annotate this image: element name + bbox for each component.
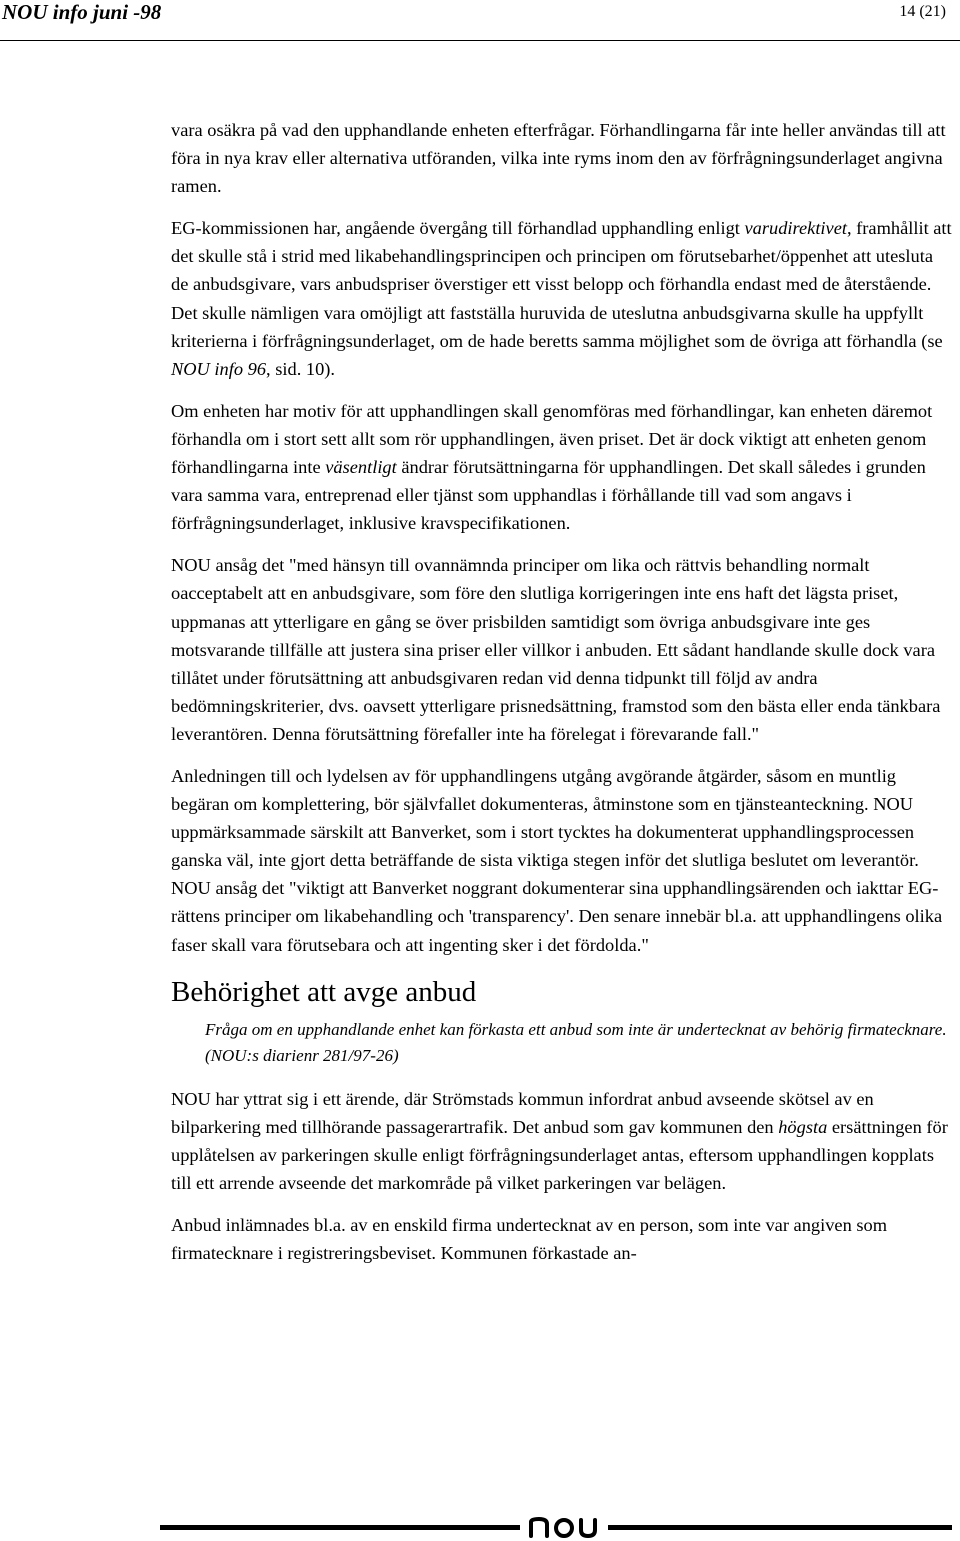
paragraph-7 [171, 1211, 953, 1267]
emphasis-hogsta: högsta [778, 1116, 828, 1137]
paragraph-6 [171, 1085, 953, 1197]
nou-logo-icon [527, 1516, 601, 1538]
paragraph-3-text: ändrar förutsättningarna för upphandlingen. Det skall således i grunden vara samma vara, entreprenad eller tjänst som upphandlas i förhållande till vad som angavs i förfrågningsunderlaget, inklusive kravspecifikationen. [171, 457, 926, 534]
paragraph-3-text: Om enheten har motiv för att upphandlingen skall genomföras med förhandlingar, kan enheten däremot förhandla om i stort sett allt som rör upphandlingen, även priset. Det är dock viktigt att enheten genom förhandlingarna inte [171, 400, 933, 478]
paragraph-4-text: NOU ansåg det "med hänsyn till ovannämnda principer om lika och rättvis behandling normalt oacceptabelt att en anbudsgivare, som före den slutliga korrigeringen inte ens haft det lägsta priset, uppmanas att ytterligare en gång se över prisbilden samtidigt som övriga anbudsgivare inte ges motsvarande tillfälle att justera sina priser eller villkor i anbuden. Ett sådant handlande skulle dock vara tillåtet under förutsättning att anbudsgivaren redan vid denna tidpunkt till följd av andra bedömningskriterier, dvs. oavsett ytterligare prisnedsättning, framstod som den bästa eller enda tänkbara leverantören. Denna förutsättning förefaller inte ha förelegat i förevarande fall." [171, 555, 941, 744]
paragraph-1 [171, 116, 953, 200]
paragraph-6-text: NOU har yttrat sig i ett ärende, där Strömstads kommun infordrat anbud avseende skötsel av en bilparkering med tillhörande passagerartrafik. Det anbud som gav kommunen den [171, 1088, 874, 1137]
emphasis-vasentligt: väsentligt [325, 457, 397, 478]
paragraph-5 [171, 762, 953, 959]
emphasis-nou-info: NOU info 96 [171, 358, 267, 379]
emphasis-varudirektivet: varudirektivet [744, 218, 847, 239]
paragraph-1-text: vara osäkra på vad den upphandlande enheten efterfrågar. Förhandlingarna får inte heller användas till att föra in nya krav eller alternativa utföranden, vilka inte ryms inom den av förfrågningsunderlaget angivna ramen. [171, 120, 946, 197]
paragraph-6-text: ersättningen för upplåtelsen av parkeringen skulle enligt förfrågningsunderlaget antas, eftersom upphandlingen kopplats till ett arrende avseende det markområde på vilket parkeringen var belägen. [171, 1116, 948, 1193]
page-number: 14 (21) [899, 3, 946, 20]
page-footer [160, 1516, 952, 1540]
paragraph-4 [171, 551, 953, 748]
paragraph-2 [171, 214, 953, 383]
paragraph-2-text: , sid. 10). [266, 358, 335, 379]
document-title: NOU info juni -98 [2, 0, 162, 24]
paragraph-7-text: Anbud inlämnades bl.a. av en enskild firma undertecknat av en person, som inte var angiven som firmatecknare i registreringsbeviset. Kommunen förkastade an- [171, 1215, 888, 1264]
section-heading: Behörighet att avge anbud [171, 975, 477, 1008]
footer-rule-right [608, 1525, 952, 1530]
footer-rule-left [160, 1525, 520, 1530]
case-summary: Fråga om en upphandlande enhet kan förkasta ett anbud som inte är undertecknat av behörig firmatecknare. (NOU:s diarienr 281/97-26) [205, 1019, 947, 1065]
page-header [0, 0, 960, 41]
paragraph-3 [171, 397, 953, 537]
paragraph-5-text: Anledningen till och lydelsen av för upphandlingens utgång avgörande åtgärder, såsom en muntlig begäran om komplettering, bör självfallet dokumenteras, åtminstone som en tjänsteanteckning. NOU uppmärksammade särskilt att Banverket, som i stort tycktes ha dokumenterat upphandlingsprocessen ganska väl, inte gjort detta beträffande de sista viktiga stegen inför det slutliga beslutet om leverantör. NOU ansåg det "viktigt att Banverket noggrant dokumenterar sina upphandlingsärenden och iakttar EG-rättens principer om likabehandling och 'transparency'. Den senare innebär bl.a. att upphandlingens olika faser skall vara förutsebara och att ingenting sker i det fördolda." [171, 765, 943, 955]
paragraph-2-text: , framhållit att det skulle stå i strid med likabehandlingsprincipen och principen om förutsebarhet/öppenhet att utesluta de anbudsgivare, vars anbudspriser överstiger ett visst belopp och förhandla endast med de återstående. Det skulle nämligen vara omöjligt att fastställa huruvida de uteslutna anbudsgivarna skulle ha uppfyllt kriterierna i förfrågningsunderlaget, om de hade beretts samma möjlighet som de övriga att förhandla (se [171, 218, 952, 351]
document-body [171, 116, 953, 1281]
paragraph-2-text: EG-kommissionen har, angående övergång till förhandlad upphandling enligt [171, 218, 745, 239]
